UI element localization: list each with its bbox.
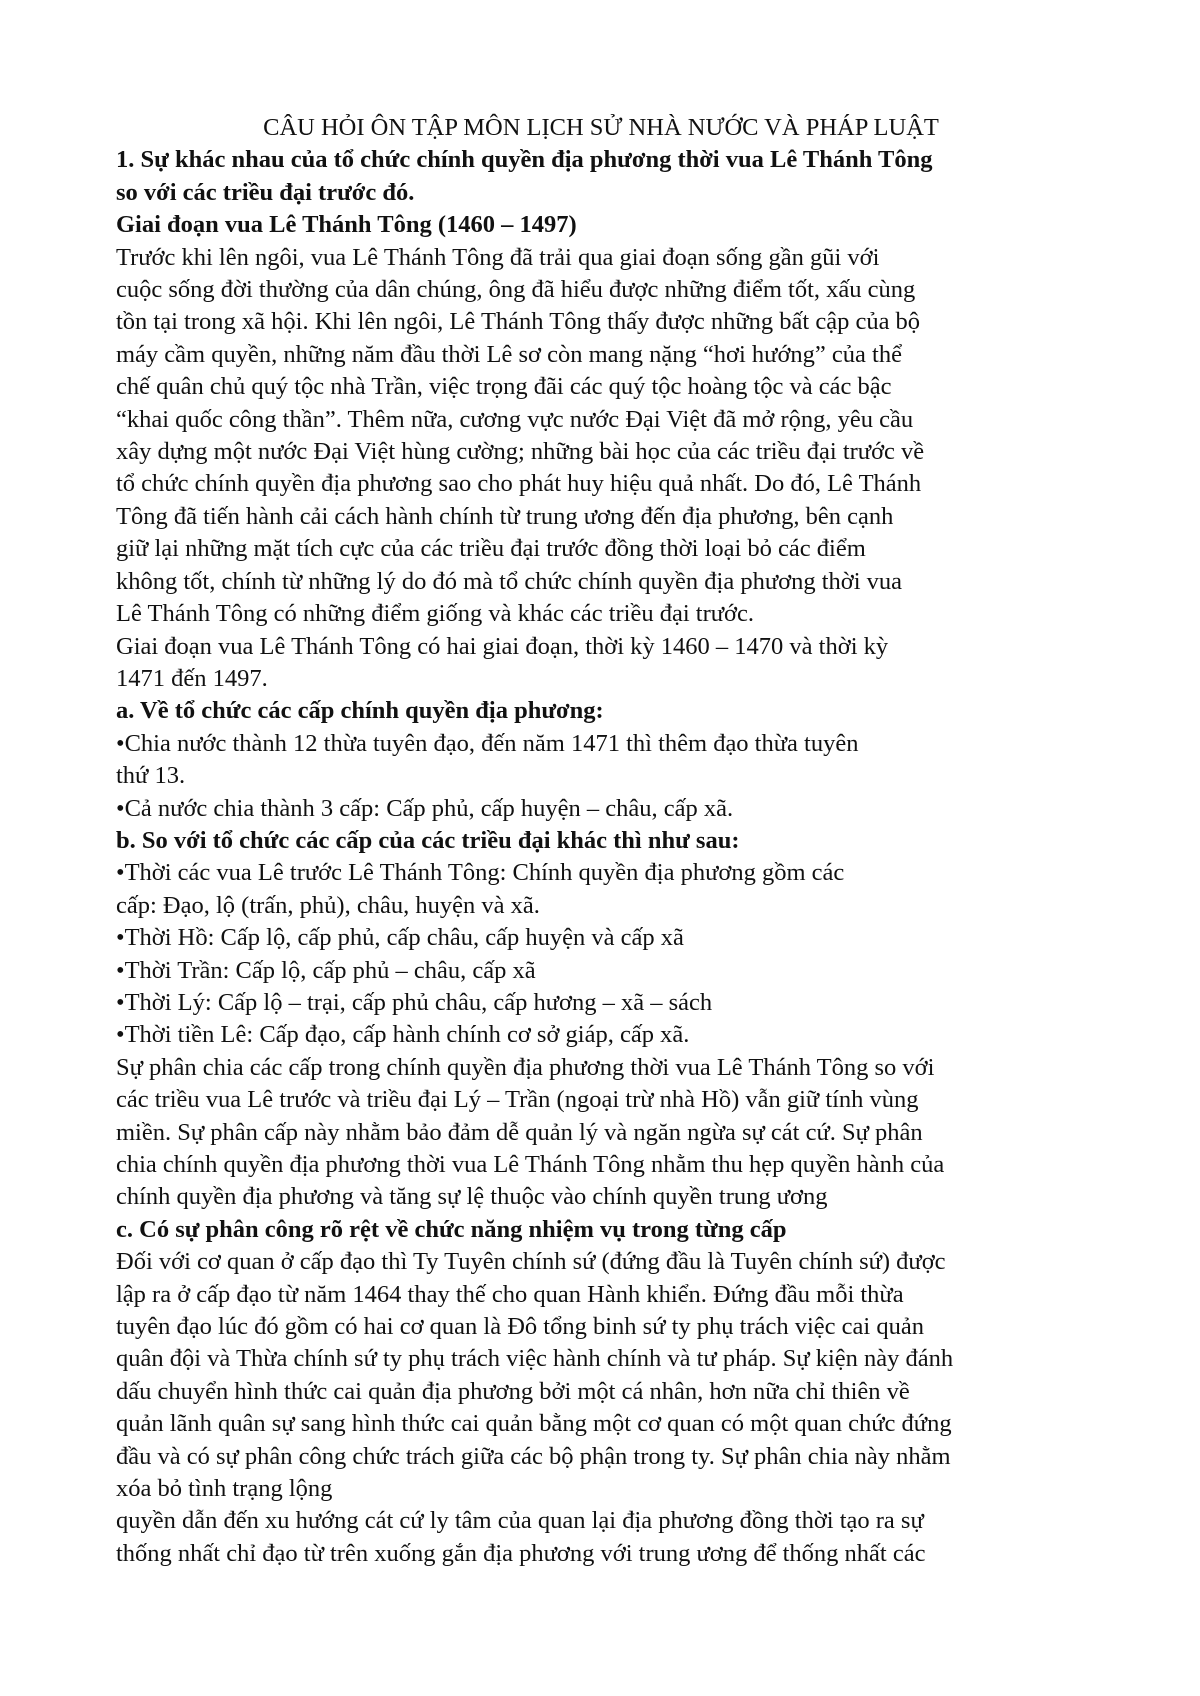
body-line: Đối với cơ quan ở cấp đạo thì Ty Tuyên chính sứ (đứng đầu là Tuyên chính sứ) được	[116, 1248, 946, 1276]
body-line: miền. Sự phân cấp này nhằm bảo đảm dễ quản lý và ngăn ngừa sự cát cứ. Sự phân	[116, 1118, 923, 1146]
body-line: chia chính quyền địa phương thời vua Lê Thánh Tông nhằm thu hẹp quyền hành của	[116, 1151, 945, 1178]
body-line: tuyên đạo lúc đó gồm có hai cơ quan là Đô tổng binh sứ ty phụ trách việc cai quản	[116, 1313, 924, 1341]
body-line: cuộc sống đời thường của dân chúng, ông đã hiểu được những điểm tốt, xấu cùng	[116, 276, 916, 304]
body-line: Sự phân chia các cấp trong chính quyền địa phương thời vua Lê Thánh Tông so với	[116, 1053, 935, 1081]
body-line: thống nhất chỉ đạo từ trên xuống gắn địa phương với trung ương để thống nhất các	[116, 1539, 926, 1567]
body-line: Trước khi lên ngôi, vua Lê Thánh Tông đã trải qua giai đoạn sống gần gũi với	[116, 243, 880, 271]
bullet-item: •Thời các vua Lê trước Lê Thánh Tông: Chính quyền địa phương gồm các	[116, 859, 845, 887]
body-line: giữ lại những mặt tích cực của các triều đại trước đồng thời loại bỏ các điểm	[116, 535, 866, 563]
bullet-item: •Cả nước chia thành 3 cấp: Cấp phủ, cấp huyện – châu, cấp xã.	[116, 794, 734, 822]
bullet-item-continuation: thứ 13.	[116, 762, 186, 790]
body-line: Tông đã tiến hành cải cách hành chính từ trung ương đến địa phương, bên cạnh	[116, 502, 894, 530]
bullet-item: •Chia nước thành 12 thừa tuyên đạo, đến năm 1471 thì thêm đạo thừa tuyên	[116, 729, 859, 757]
body-line: đầu và có sự phân công chức trách giữa các bộ phận trong ty. Sự phân chia này nhằm	[116, 1442, 951, 1470]
bullet-item: •Thời Hồ: Cấp lộ, cấp phủ, cấp châu, cấp huyện và cấp xã	[116, 924, 684, 952]
body-line: dấu chuyển hình thức cai quản địa phương bởi một cá nhân, hơn nữa chỉ thiên về	[116, 1377, 910, 1405]
body-line: máy cầm quyền, những năm đầu thời Lê sơ còn mang nặng “hơi hướng” của thể	[116, 340, 902, 368]
section-b-heading: b. So với tổ chức các cấp của các triều đại khác thì như sau:	[116, 826, 740, 854]
body-line: chế quân chủ quý tộc nhà Trần, việc trọng đãi các quý tộc hoàng tộc và các bậc	[116, 373, 892, 401]
body-line: Lê Thánh Tông có những điểm giống và khác các triều đại trước.	[116, 600, 754, 628]
document-title: CÂU HỎI ÔN TẬP MÔN LỊCH SỬ NHÀ NƯỚC VÀ PHÁP LUẬT	[263, 114, 939, 141]
bullet-item: •Thời Lý: Cấp lộ – trại, cấp phủ châu, cấp hương – xã – sách	[116, 988, 713, 1016]
body-line: 1471 đến 1497.	[116, 664, 268, 692]
body-line: tổ chức chính quyền địa phương sao cho phát huy hiệu quả nhất. Do đó, Lê Thánh	[116, 470, 922, 498]
bullet-item: •Thời tiền Lê: Cấp đạo, cấp hành chính cơ sở giáp, cấp xã.	[116, 1021, 690, 1049]
body-line: Giai đoạn vua Lê Thánh Tông có hai giai đoạn, thời kỳ 1460 – 1470 và thời kỳ	[116, 632, 889, 660]
section-a-heading: a. Về tổ chức các cấp chính quyền địa phương:	[116, 697, 604, 725]
question-heading-line: so với các triều đại trước đó.	[116, 178, 415, 206]
body-line: “khai quốc công thần”. Thêm nữa, cương vực nước Đại Việt đã mở rộng, yêu cầu	[116, 405, 914, 433]
body-line: các triều vua Lê trước và triều đại Lý – Trần (ngoại trừ nhà Hồ) vẫn giữ tính vùng	[116, 1086, 919, 1114]
period-heading: Giai đoạn vua Lê Thánh Tông (1460 – 1497)	[116, 211, 577, 239]
body-line: chính quyền địa phương và tăng sự lệ thuộc vào chính quyền trung ương	[116, 1183, 828, 1211]
section-c-heading: c. Có sự phân công rõ rệt về chức năng nhiệm vụ trong từng cấp	[116, 1215, 787, 1243]
bullet-item-continuation: cấp: Đạo, lộ (trấn, phủ), châu, huyện và xã.	[116, 891, 540, 919]
body-line: quân đội và Thừa chính sứ ty phụ trách việc hành chính và tư pháp. Sự kiện này đánh	[116, 1345, 954, 1373]
document-page	[116, 112, 1086, 1570]
question-heading-line: 1. Sự khác nhau của tổ chức chính quyền địa phương thời vua Lê Thánh Tông	[116, 146, 933, 174]
bullet-item: •Thời Trần: Cấp lộ, cấp phủ – châu, cấp xã	[116, 956, 536, 984]
body-line: quản lãnh quân sự sang hình thức cai quản bằng một cơ quan có một quan chức đứng	[116, 1410, 952, 1438]
body-line: xóa bỏ tình trạng lộng	[116, 1475, 333, 1503]
body-line: lập ra ở cấp đạo từ năm 1464 thay thế cho quan Hành khiển. Đứng đầu mỗi thừa	[116, 1280, 904, 1308]
body-line: tồn tại trong xã hội. Khi lên ngôi, Lê Thánh Tông thấy được những bất cập của bộ	[116, 308, 921, 336]
body-line: xây dựng một nước Đại Việt hùng cường; những bài học của các triều đại trước về	[116, 438, 925, 466]
body-line: không tốt, chính từ những lý do đó mà tổ chức chính quyền địa phương thời vua	[116, 567, 903, 595]
body-line: quyền dẫn đến xu hướng cát cứ ly tâm của quan lại địa phương đồng thời tạo ra sự	[116, 1507, 924, 1535]
